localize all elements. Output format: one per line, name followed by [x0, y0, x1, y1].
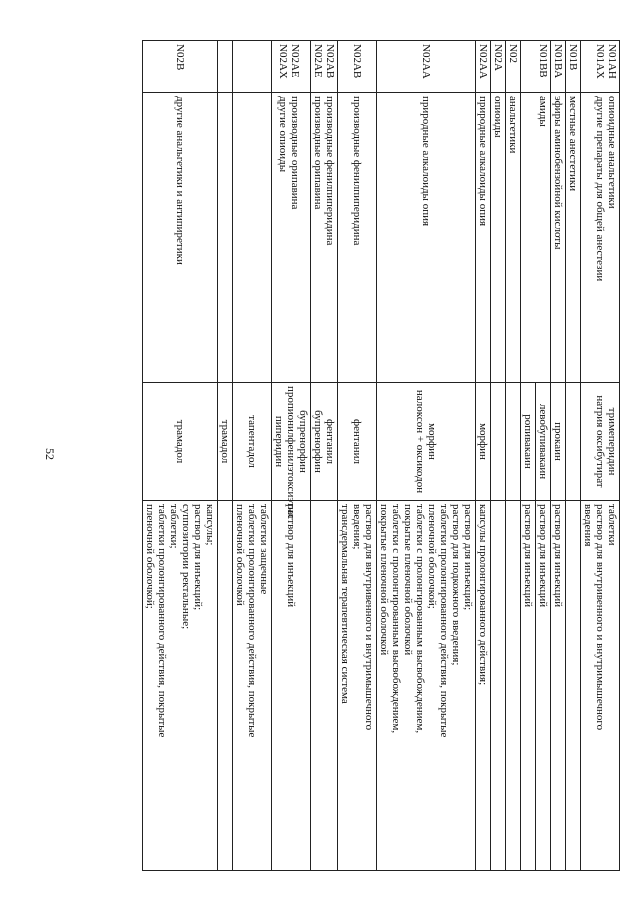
- dosage-form: покрытые пленочной оболочкой: [378, 504, 390, 656]
- dosage-form: пленочной оболочкой: [234, 504, 246, 606]
- inn-cell: [311, 383, 338, 501]
- table-row: [491, 41, 506, 871]
- table-row: [272, 41, 311, 871]
- atc-code: N02AA: [420, 44, 432, 79]
- drug-table-frame: [84, 40, 620, 870]
- dosage-form: раствор для подкожного введения;: [450, 504, 462, 666]
- group-name: амиды: [537, 96, 549, 127]
- dosage-form: таблетки с пролонгированным высвобождением,: [414, 504, 426, 734]
- group-cell: [377, 93, 476, 383]
- atc-code-cell: [143, 41, 218, 93]
- dosage-form: таблетки;: [168, 504, 180, 549]
- dosage-form: раствор для инъекций: [522, 504, 534, 608]
- group-name: эфиры аминобензойной кислоты: [552, 96, 564, 250]
- table-row: [311, 41, 338, 871]
- dosage-form: таблетки пролонгированного действия, покрытые: [438, 504, 450, 738]
- inn-cell: [566, 383, 581, 501]
- inn-name: натрия оксибутират: [594, 395, 606, 488]
- table-row: [506, 41, 521, 871]
- inn-cell: [581, 383, 620, 501]
- atc-code-cell: [521, 41, 551, 93]
- inn-name: трамадол: [174, 419, 186, 464]
- page-number: 52: [43, 448, 57, 460]
- group-cell: [491, 93, 506, 383]
- atc-code-cell: [581, 41, 620, 93]
- dosage-form: раствор для инъекций;: [192, 504, 204, 611]
- group-name: другие анальгетики и антипиретики: [174, 96, 186, 265]
- dosage-form: раствор для внутривенного и внутримышечного: [363, 504, 375, 731]
- atc-code: N02AB: [351, 44, 363, 79]
- group-name: опиоидные анальгетики: [606, 96, 618, 209]
- dosage-form: раствор для инъекций: [537, 504, 549, 608]
- inn-cell: [521, 383, 536, 501]
- inn-name: тримеперидин: [606, 407, 618, 476]
- inn-name: налоксон + оксикодон: [414, 389, 426, 494]
- form-cell: [476, 501, 491, 871]
- atc-code-cell: [491, 41, 506, 93]
- atc-code: N02AA: [477, 44, 489, 79]
- form-cell: [143, 501, 218, 871]
- group-cell: [272, 93, 311, 383]
- dosage-form: раствор для инъекций: [285, 504, 297, 608]
- form-cell: [272, 501, 311, 871]
- group-name: местные анестетики: [567, 96, 579, 192]
- form-cell: [521, 501, 536, 871]
- table-row: [476, 41, 491, 871]
- form-cell: [566, 501, 581, 871]
- group-name: опиоиды: [492, 96, 504, 138]
- table-row: [233, 41, 272, 871]
- group-cell: [566, 93, 581, 383]
- group-cell: [551, 93, 566, 383]
- group-cell: [521, 93, 551, 383]
- dosage-form: пленочной оболочкой;: [426, 504, 438, 609]
- atc-code-cell: [566, 41, 581, 93]
- inn-name: прокаин: [552, 422, 564, 461]
- dosage-form: суппозитории ректальные;: [180, 504, 192, 630]
- group-cell: [233, 93, 272, 383]
- table-row: [566, 41, 581, 871]
- group-name: природные алкалоиды опия: [420, 96, 432, 227]
- atc-code: N02: [507, 44, 519, 63]
- form-cell: [377, 501, 476, 871]
- dosage-form: таблетки пролонгированного действия, покрытые: [156, 504, 168, 738]
- atc-code: N02A: [492, 44, 504, 71]
- inn-cell: [143, 383, 218, 501]
- dosage-form: капсулы;: [204, 504, 216, 546]
- form-cell: [536, 501, 551, 871]
- form-cell: [551, 501, 566, 871]
- inn-name: бупренорфин: [297, 410, 309, 473]
- drug-table: [142, 40, 620, 871]
- inn-cell: [272, 383, 311, 519]
- group-cell: [311, 93, 338, 383]
- dosage-form: таблетки защечные: [258, 504, 270, 595]
- atc-code-cell: [338, 41, 377, 93]
- dosage-form: введения: [582, 504, 594, 547]
- atc-code: N01AX: [594, 44, 606, 79]
- group-name: другие опиоиды: [277, 96, 289, 173]
- inn-cell: [233, 383, 272, 501]
- inn-name: пиперидин: [273, 415, 285, 468]
- inn-name: пропионилфенилэтоксиэтил: [285, 386, 297, 519]
- dosage-form: капсулы пролонгированного действия;: [477, 504, 489, 686]
- inn-name: бупренорфин: [312, 410, 324, 473]
- inn-cell: [377, 383, 476, 501]
- inn-cell: [551, 383, 566, 501]
- group-cell: [143, 93, 218, 383]
- inn-name: трамадол: [219, 419, 231, 464]
- atc-code: N02AB: [324, 44, 336, 79]
- group-name: анальгетики: [507, 96, 519, 154]
- inn-name: левобупивакаин: [537, 403, 549, 480]
- group-cell: [338, 93, 377, 383]
- atc-code: N01AH: [606, 44, 618, 79]
- dosage-form: трансдермальная терапевтическая система: [339, 504, 351, 704]
- inn-cell: [476, 383, 491, 501]
- dosage-form: введения;: [351, 504, 363, 550]
- inn-cell: [338, 383, 377, 501]
- table-row: [377, 41, 476, 871]
- form-cell: [581, 501, 620, 871]
- dosage-form: пленочной оболочкой;: [144, 504, 156, 609]
- dosage-form: раствор для внутривенного и внутримышечного: [594, 504, 606, 731]
- inn-name: морфин: [477, 423, 489, 460]
- dosage-form: раствор для инъекций;: [462, 504, 474, 611]
- group-cell: [218, 93, 233, 383]
- form-cell: [338, 501, 377, 871]
- inn-cell: [491, 383, 506, 501]
- group-name: производные орипавина: [312, 96, 324, 210]
- atc-code: N02AE: [312, 44, 324, 78]
- inn-cell: [536, 383, 551, 501]
- inn-name: ропивакаин: [522, 414, 534, 469]
- form-cell: [506, 501, 521, 871]
- form-cell: [311, 501, 338, 871]
- atc-code: N02AX: [277, 44, 289, 79]
- atc-code-cell: [233, 41, 272, 93]
- atc-code-cell: [311, 41, 338, 93]
- table-row: [218, 41, 233, 871]
- dosage-form: покрытые пленочной оболочкой: [402, 504, 414, 656]
- group-name: другие препараты для общей анестезии: [594, 96, 606, 282]
- atc-code-cell: [476, 41, 491, 93]
- form-cell: [233, 501, 272, 871]
- atc-code-cell: [506, 41, 521, 93]
- inn-name: фентанил: [324, 419, 336, 464]
- group-cell: [581, 93, 620, 383]
- table-row: [143, 41, 218, 871]
- inn-name: фентанил: [351, 419, 363, 464]
- atc-code-cell: [551, 41, 566, 93]
- atc-code-cell: [377, 41, 476, 93]
- atc-code-cell: [272, 41, 311, 93]
- table-row: [338, 41, 377, 871]
- group-name: производные орипавина: [289, 96, 301, 210]
- table-row: [551, 41, 566, 871]
- form-cell: [491, 501, 506, 871]
- dosage-form: таблетки с пролонгированным высвобождением,: [390, 504, 402, 734]
- table-row: [536, 41, 551, 871]
- dosage-form: таблетки пролонгированного действия, покрытые: [246, 504, 258, 738]
- table-row: [581, 41, 620, 871]
- group-name: производные фенилпиперидина: [351, 96, 363, 246]
- atc-code: N01BA: [552, 44, 564, 79]
- inn-name: тапентадол: [246, 415, 258, 468]
- inn-cell: [506, 383, 521, 501]
- inn-name: морфин: [426, 423, 438, 460]
- atc-code-cell: [218, 41, 233, 93]
- atc-code: N01BB: [537, 44, 549, 78]
- atc-code: N02B: [174, 44, 186, 71]
- dosage-form: таблетки: [606, 504, 618, 546]
- form-cell: [218, 501, 233, 871]
- atc-code: N01B: [567, 44, 579, 71]
- group-name: производные фенилпиперидина: [324, 96, 336, 246]
- group-cell: [506, 93, 521, 383]
- group-cell: [476, 93, 491, 383]
- dosage-form: раствор для инъекций: [552, 504, 564, 608]
- atc-code: N02AE: [289, 44, 301, 78]
- inn-cell: [218, 383, 233, 501]
- group-name: природные алкалоиды опия: [477, 96, 489, 227]
